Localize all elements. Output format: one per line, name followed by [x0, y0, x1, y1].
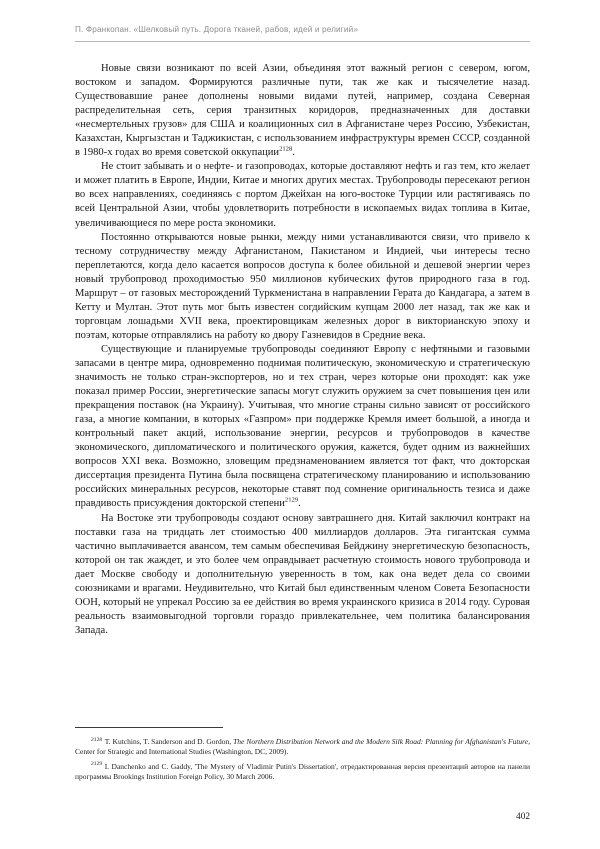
- footnote-ref-2128[interactable]: 2128: [279, 145, 293, 153]
- footnote-2129-text: I. Danchenko and C. Gaddy, 'The Mystery of Vladimir Putin's Dissertation', отредактированная версия презентаций авторов на панели программы Brookings Institution Foreign Policy, 30 March 2006.: [75, 761, 530, 782]
- paragraph-5-text: На Востоке эти трубопроводы создают основу завтрашнего дня. Китай заключил контракт на поставки газа на тридцать лет стоимостью 400 миллиардов долларов. Эта гигантская сумма частично выплачивается авансом, тем самым обеспечивая Бейджину энергетическую безопасность, которой он так жаждет, и это более чем оправдывает расчетную стоимость нового трубопровода и дает Москве свободу и дополнительную уверенность в том, как она ведет дела со своими союзниками и врагами. Неудивительно, что Китай был единственным членом Совета Безопасности ООН, который не упрекал Россию за ее действия во время украинского кризиса в 2014 году. Суровая реальность взаимовыгодной торговли гораздо привлекательнее, чем политика балансирования Запада.: [75, 512, 530, 636]
- paragraph-2-text: Не стоит забывать и о нефте- и газопроводах, которые доставляют нефть и газ тем, кто желает и может платить в Европе, Индии, Китае и многих других местах. Трубопроводы пересекают регион во всех направлениях, соединяясь с портом Джейхан на юго-востоке Турции или растягиваясь по всей Центральной Азии, чтобы удовлетворить потребности в ископаемых видах топлива в Китае, увеличивающиеся по мере роста экономики.: [75, 161, 530, 229]
- paragraph-4: [75, 343, 530, 512]
- paragraph-1-tail: .: [292, 147, 295, 159]
- footnote-marker-2128: 2128: [91, 736, 103, 743]
- body-text-block: [75, 62, 530, 638]
- paragraph-3: [75, 231, 530, 343]
- footnote-2128-text-before: T. Kutchins, T. Sanderson and D. Gordon,: [104, 737, 234, 746]
- paragraph-1-text: Новые связи возникают по всей Азии, объединяя этот важный регион с севером, югом, востоком и западом. Формируются различные пути, так же как и тысячелетие назад. Существовавшие ранее дополнены новыми видами путей, например, создана Северная распределительная сеть, серия транзитных коридоров, предназначенных для доставки «несмертельных грузов» для США и коалиционных сил в Афганистане через Россию, Узбекистан, Казахстан, Кыргызстан и Таджикистан, с использованием инфраструктуры времен СССР, созданной в 1980-х годах во время советской оккупации: [75, 63, 530, 159]
- footnote-area: [75, 727, 530, 787]
- footnote-2128-text-after: , Center for Strategic and International Studies (Washington, DC, 2009).: [75, 737, 530, 757]
- paragraph-2: [75, 160, 530, 230]
- paragraph-1: [75, 62, 530, 160]
- footnote-ref-2129[interactable]: 2129: [284, 496, 299, 504]
- footnote-item-2129: [75, 762, 530, 783]
- header-divider: [75, 41, 530, 42]
- paragraph-4-tail: .: [298, 498, 301, 510]
- footnote-marker-2129: 2129: [91, 761, 103, 768]
- page-number: 402: [516, 812, 530, 822]
- running-header: П. Франкопан. «Шелковый путь. Дорога тканей, рабов, идей и религий»: [75, 25, 359, 34]
- footnote-item-2128: [75, 737, 530, 758]
- paragraph-3-text: Постоянно открываются новые рынки, между ними устанавливаются связи, что привело к тесному сотрудничеству между Афганистаном, Пакистаном и Индией, чьи интересы тесно переплетаются, когда дело касается вопросов доступа к более обильной и дешевой энергии через новый трубопровод проходимостью 950 миллионов кубических футов природного газа в год. Маршрут – от газовых месторождений Туркменистана в направлении Герата до Кандагара, а затем в Кетту и Мултан. Этот путь мог быть известен согдийским купцам 2000 лет назад, так же как и торговцам лошадьми XVII века, проектировщикам железных дорог в викторианскую эпоху и поэтам, которые отправлялись на работу ко двору Газневидов в Средние века.: [75, 231, 530, 341]
- paragraph-5: [75, 512, 530, 638]
- footnote-2128-title: The Northern Distribution Network and the Modern Silk Road: Planning for Afghanistan's Future: [233, 737, 529, 746]
- paragraph-4-text: Существующие и планируемые трубопроводы соединяют Европу с нефтяными и газовыми запасами в центре мира, одновременно поднимая политическую, экономическую и стратегическую значимость не только стран-экспортеров, но и тех стран, через которые они проходят: как уже показал пример России, энергетические запасы могут служить оружием за счет повышения цен или прекращения поставок (на Украину). Учитывая, что многие страны сильно зависят от российского газа, а многие компании, в которых «Газпром» при поддержке Кремля имеет большой, а иногда и контрольный пакет акций, использование энергии, ресурсов и трубопроводов в качестве экономического, дипломатического и политического оружия, кажется, будет одним из важнейших вопросов XXI века. Возможно, зловещим предзнаменованием является тот факт, что докторская диссертация президента Путина была посвящена стратегическому планированию и использованию российских минеральных ресурсов, некоторые ставят под сомнение оригинальность тезиса и даже правдивость присуждения докторской степени: [75, 343, 530, 510]
- footnote-divider: [75, 727, 223, 728]
